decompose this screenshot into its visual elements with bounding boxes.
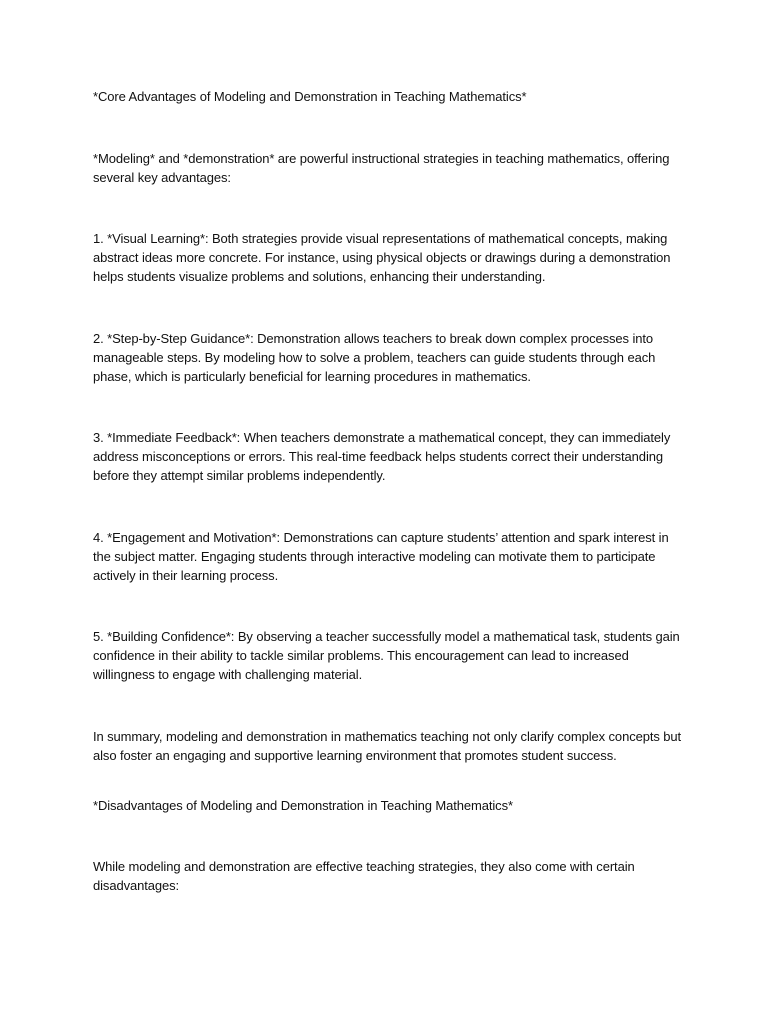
point-engagement-motivation: 4. *Engagement and Motivation*: Demonstrations can capture students’ attention and spark interest in the subject matter. Engaging students through interactive modeling can motivate them to participate actively in their learning process. bbox=[93, 530, 669, 583]
intro-paragraph: *Modeling* and *demonstration* are powerful instructional strategies in teaching mathematics, offering several key advantages: bbox=[93, 151, 670, 185]
disadvantages-intro: While modeling and demonstration are effective teaching strategies, they also come with certain disadvantages: bbox=[93, 859, 635, 893]
point-building-confidence: 5. *Building Confidence*: By observing a teacher successfully model a mathematical task, students gain confidence in their ability to tackle similar problems. This encouragement can lead to increased willingness to engage with challenging material. bbox=[93, 629, 680, 682]
heading-advantages: *Core Advantages of Modeling and Demonstration in Teaching Mathematics* bbox=[93, 89, 527, 104]
point-immediate-feedback: 3. *Immediate Feedback*: When teachers demonstrate a mathematical concept, they can immediately address misconceptions or errors. This real-time feedback helps students correct their understanding before they attempt similar problems independently. bbox=[93, 430, 671, 483]
heading-disadvantages: *Disadvantages of Modeling and Demonstration in Teaching Mathematics* bbox=[93, 798, 513, 813]
point-step-by-step-guidance: 2. *Step-by-Step Guidance*: Demonstration allows teachers to break down complex processes into manageable steps. By modeling how to solve a problem, teachers can guide students through each phase, which is particularly beneficial for learning procedures in mathematics. bbox=[93, 331, 656, 384]
summary-paragraph: In summary, modeling and demonstration in mathematics teaching not only clarify complex concepts but also foster an engaging and supportive learning environment that promotes student success. bbox=[93, 729, 682, 763]
point-visual-learning: 1. *Visual Learning*: Both strategies provide visual representations of mathematical concepts, making abstract ideas more concrete. For instance, using physical objects or drawings during a demonstration helps students visualize problems and solutions, enhancing their understanding. bbox=[93, 231, 671, 284]
